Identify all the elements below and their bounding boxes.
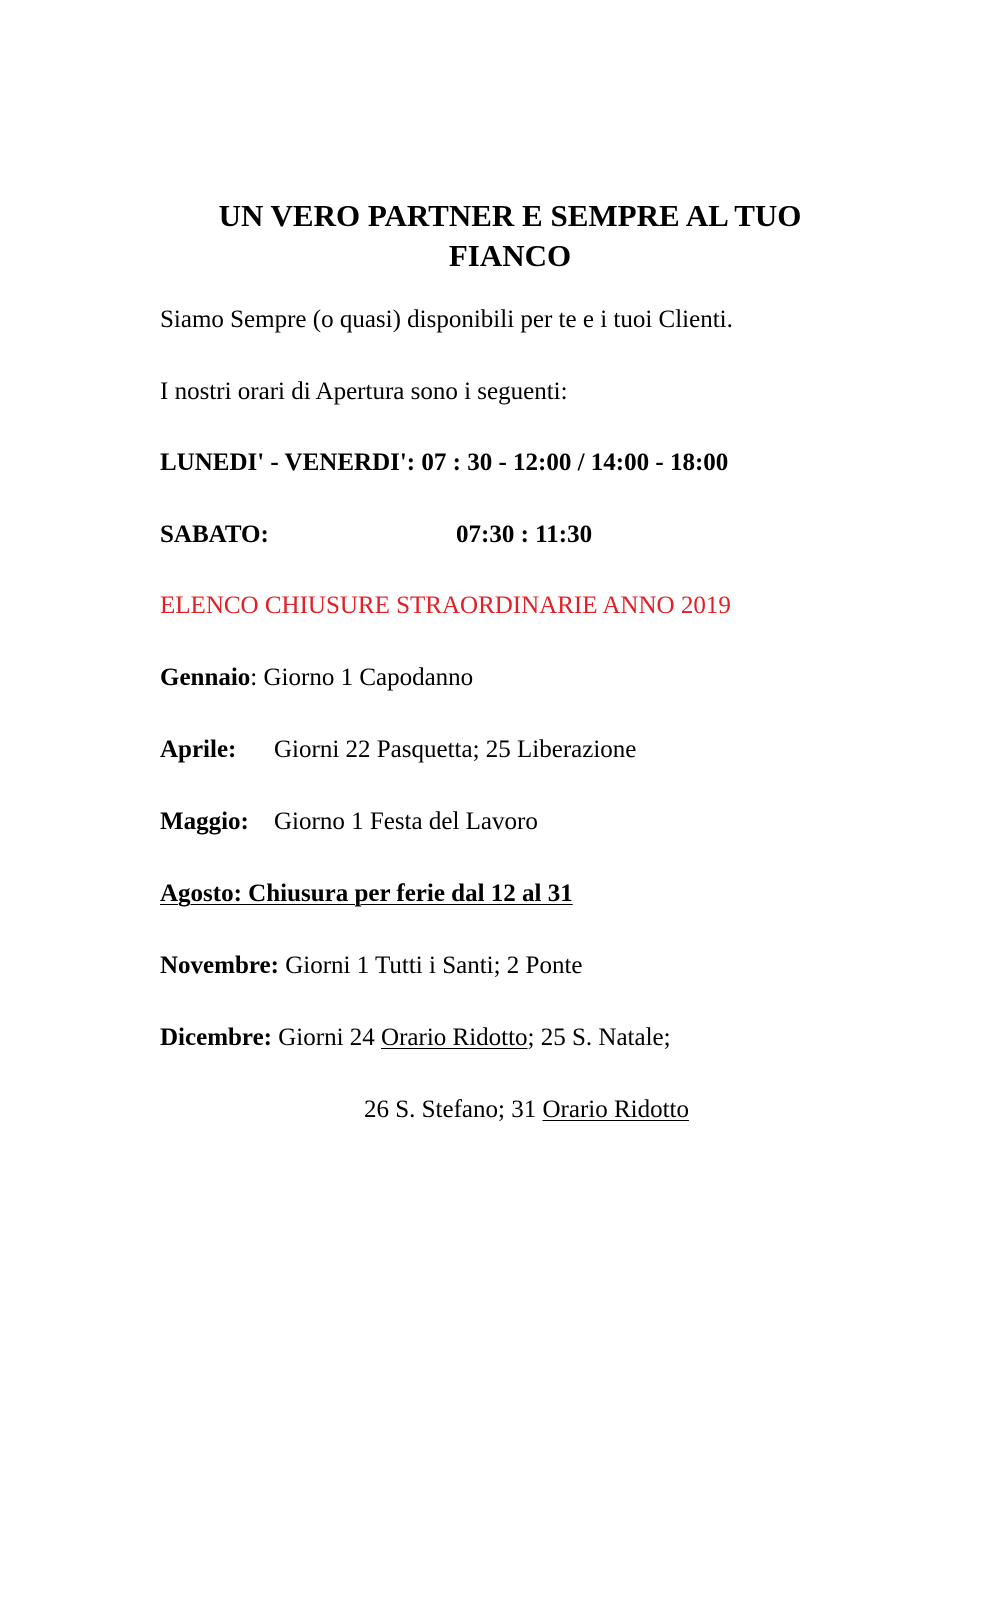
- weekday-label: LUNEDI' - VENERDI':: [160, 449, 416, 476]
- month-label-maggio: Maggio:: [160, 808, 249, 835]
- reduced-hours-note-24: Orario Ridotto: [381, 1024, 528, 1051]
- month-label-aprile: Aprile:: [160, 736, 237, 763]
- closure-text-dicembre-a: Giorni 24: [272, 1024, 382, 1051]
- month-label-dicembre: Dicembre:: [160, 1024, 272, 1051]
- closures-heading: ELENCO CHIUSURE STRAORDINARIE ANNO 2019: [160, 592, 731, 619]
- title-line-2: FIANCO: [448, 238, 572, 273]
- closure-row-gennaio: [160, 663, 473, 693]
- page-title: [150, 196, 870, 276]
- closure-text-novembre: Giorni 1 Tutti i Santi; 2 Ponte: [278, 952, 583, 979]
- closure-row-novembre: [160, 951, 582, 981]
- closure-text-gennaio: : Giorno 1 Capodanno: [250, 664, 474, 691]
- saturday-label: SABATO:: [160, 521, 269, 548]
- closure-row-dicembre: [160, 1023, 671, 1053]
- closure-row-dicembre-continued: [364, 1095, 689, 1125]
- title-line-1: UN VERO PARTNER E SEMPRE AL TUO: [218, 198, 802, 233]
- intro-text: Siamo Sempre (o quasi) disponibili per te e i tuoi Clienti.: [160, 306, 733, 333]
- closure-text-maggio: Giorno 1 Festa del Lavoro: [274, 808, 538, 835]
- closure-text-aprile: Giorni 22 Pasquetta; 25 Liberazione: [274, 736, 637, 763]
- month-label-gennaio: Gennaio: [160, 664, 251, 691]
- month-label-novembre: Novembre:: [160, 952, 279, 979]
- hours-intro-text: I nostri orari di Apertura sono i seguenti:: [160, 378, 568, 405]
- saturday-hours: 07:30 : 11:30: [456, 521, 593, 548]
- reduced-hours-note-31: Orario Ridotto: [542, 1096, 689, 1123]
- closure-text-dicembre-b: ; 25 S. Natale;: [527, 1024, 671, 1051]
- closure-text-dicembre-c: 26 S. Stefano; 31: [364, 1096, 543, 1123]
- weekday-hours: 07 : 30 - 12:00 / 14:00 - 18:00: [421, 449, 729, 476]
- closure-row-agosto: Agosto: Chiusura per ferie dal 12 al 31: [160, 880, 573, 907]
- weekday-hours-row: [160, 448, 728, 478]
